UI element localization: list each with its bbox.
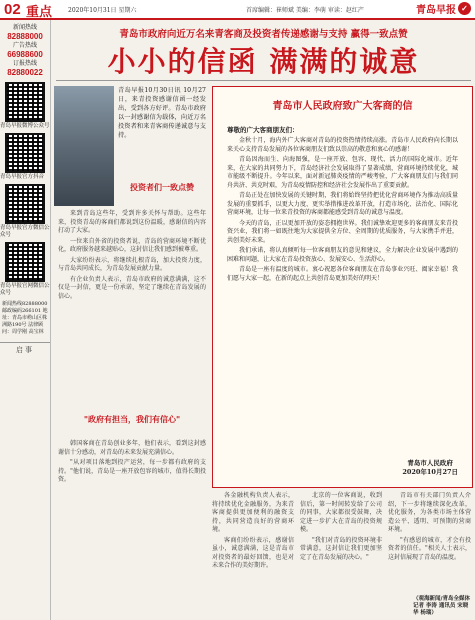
letter-signature [402,459,458,477]
body-paragraph: 有企业负责人表示，青岛市政府的诚意满满，这不仅是一封信，更是一份承诺，坚定了继续在青岛发展的信心。 [58,275,206,300]
body-column-3 [212,492,294,573]
section-title: 重点 [26,4,53,19]
contact-info: 新闻热线82888000 邮政编码266101 地址：青岛市崂山区株洲路190号 法律顾问：周学刚 高宝林 [2,301,48,335]
letter-paragraph: 我们承诺，将认真倾听每一位客商朋友的意见和建议，全力解决企业发展中遇到的困难和问题，让大家在青岛投资放心、发展安心、生活舒心。 [227,247,458,263]
body-paragraph: "我们对青岛的投资环境非常满意，这封信让我们更加坚定了在青岛发展的决心。" [300,536,382,561]
subhead-confidence: "政府有担当，我们有信心" [83,414,181,424]
divider [56,80,471,81]
body-paragraph: 来到青岛这些年，受到许多关怀与帮助。这些年来，投资青岛的客商们都说到这份温暖，感谢信的内容打动了大家。 [58,210,206,234]
lead-paragraph: 青岛早报10月30日讯 10月27日，来青投资感谢信函一经发出，受到各方好评。青岛市政府以一封感谢信为载体，向近万名投资者和来青客商传递诚意与支持。 [118,87,206,139]
hotline-label: 新闻热线 [12,24,37,31]
letter-box [212,86,473,488]
body-column-2 [58,440,206,487]
letter-greeting: 尊敬的广大客商朋友们： [227,126,299,134]
body-paragraph: "从对项目落地到投产运营，每一步都有政府的支持。"他们说，青岛是一座开放包容的城市，值得长期投资。 [58,459,206,483]
editor-credits: 首席编辑：崔师斌 美编：李萌 审读：赵红产 [246,7,364,14]
signature-date: 2020年10月27日 [402,468,458,476]
qr-caption-3: 青岛早报官方微信公众号 [0,225,50,238]
hotline-number: 82888000 [7,32,43,41]
qr-code-icon[interactable] [5,133,45,173]
ad-label: 广告热线 [12,42,37,49]
main-headline: 小小的信函 满满的诚意 [107,45,420,78]
letter-paragraph: 今天的青岛，正以更加开放的姿态拥抱世界。我们诚挚欢迎更多的客商朋友来青投资兴业，我们将一如既往地为大家提供全方位、全周期的优质服务，与大家携手并进，共创美好未来。 [227,219,458,244]
page-number: 02 [4,1,21,18]
info-sidebar [0,20,51,620]
reporter-credit: （观海新闻/青岛全媒体记者 李涛 通讯员 宋晓华 杨瑞） [413,596,471,616]
body-paragraph: "有感恩的城市，才会有投资者的信任。"相关人士表示，这封信展现了青岛的温度。 [388,536,471,561]
body-paragraph: 韩国客商在青岛创业多年，他们表示，看到这封感谢信十分感动，对青岛的未来发展充满信心。 [58,440,206,456]
subhead-investors: 投资者们一致点赞 [130,182,194,192]
issue-date: 2020年10月31日 星期六 [68,7,137,14]
body-column-5 [388,492,471,592]
page-header [0,0,475,20]
logo-text: 青岛早报 [416,5,456,16]
signature-org: 青岛市人民政府 [407,459,453,467]
letter-paragraph: 青岛正处在加快发展的关键时期，我们将始终坚持把优化营商环境作为推动高质量发展的重要抓手，以更大力度、更实举措推进改革开放，打造市场化、法治化、国际化营商环境，让每一位来青投资的客商都能感受到青岛的诚意与温度。 [227,192,458,216]
hotline-block [2,24,48,78]
ad-number: 66988600 [7,50,43,59]
letter-paragraph: 金秋十月，海内外广大客商对青岛的投资热情持续高涨。青岛市人民政府向长期以来关心支持青岛发展的各位客商朋友们致以崇高的敬意和衷心的感谢！ [227,137,458,153]
logo-mark-icon: ✓ [458,2,471,15]
letter-paragraph: 青岛是一座有温度的城市。衷心祝愿各位客商朋友在青岛事业兴旺、阖家幸福！我们愿与大家一起，在新的起点上共创青岛更加美好的明天！ [227,266,458,282]
letter-body [227,137,458,285]
body-column-4 [300,492,382,564]
body-paragraph: 北京的一位客商说，收到信后，第一时间转发给了公司的同事，大家都很受鼓舞，决定进一步扩大在青岛的投资规模。 [300,492,382,533]
qr-caption-2: 青岛早报官方抖音 [0,174,45,180]
newspaper-logo [416,0,472,17]
body-paragraph: 一位来自外省的投资者说，青岛的营商环境不断优化，政府服务越来越贴心，这封信让我们感到被尊重。 [58,237,206,253]
letter-paragraph: 青岛因海而生、向海图强，是一座开放、包容、现代、活力的国际化城市。近年来，在大家的共同努力下，青岛经济社会发展取得了显著成绩，营商环境持续优化，城市能级不断提升。今年以来，面对新冠肺炎疫情的严峻考验，广大客商朋友们与我们同舟共济、共克时艰，为青岛疫情防控和经济社会发展作出了重要贡献。 [227,156,458,189]
sub-number: 82880022 [7,68,43,77]
body-paragraph: 各金融机构负责人表示，将持续优化金融服务，为来青客商提供更加便利的融资支持，共同营造良好的营商环境。 [212,492,294,533]
qr-code-icon[interactable] [5,184,45,224]
article-photo [54,86,114,206]
qr-caption-1: 青岛早报微博公众号 [0,123,50,129]
body-paragraph: 大家纷纷表示，将继续扎根青岛，加大投资力度，与青岛共同成长，为青岛发展贡献力量。 [58,256,206,272]
body-paragraph: 青岛市有关部门负责人介绍，下一步将继续深化改革，优化服务，为各类市场主体营造公平、透明、可预期的营商环境。 [388,492,471,533]
body-column-1 [58,210,206,303]
letter-title: 青岛市人民政府致广大客商的信 [272,101,413,112]
body-paragraph: 客商们纷纷表示，感谢信虽小，诚意满满，这是青岛市对投资者的最好回馈，也是对未来合作的美好期许。 [212,536,294,569]
notice-title: 启事 [0,342,50,355]
qr-caption-4: 青岛早报官网微信公众号 [0,283,50,296]
qr-code-icon[interactable] [5,242,45,282]
sub-label: 订报热线 [12,60,37,67]
headline-kicker: 青岛市政府向近万名来青客商及投资者传递感谢与支持 赢得一致点赞 [119,29,408,40]
qr-code-icon[interactable] [5,82,45,122]
